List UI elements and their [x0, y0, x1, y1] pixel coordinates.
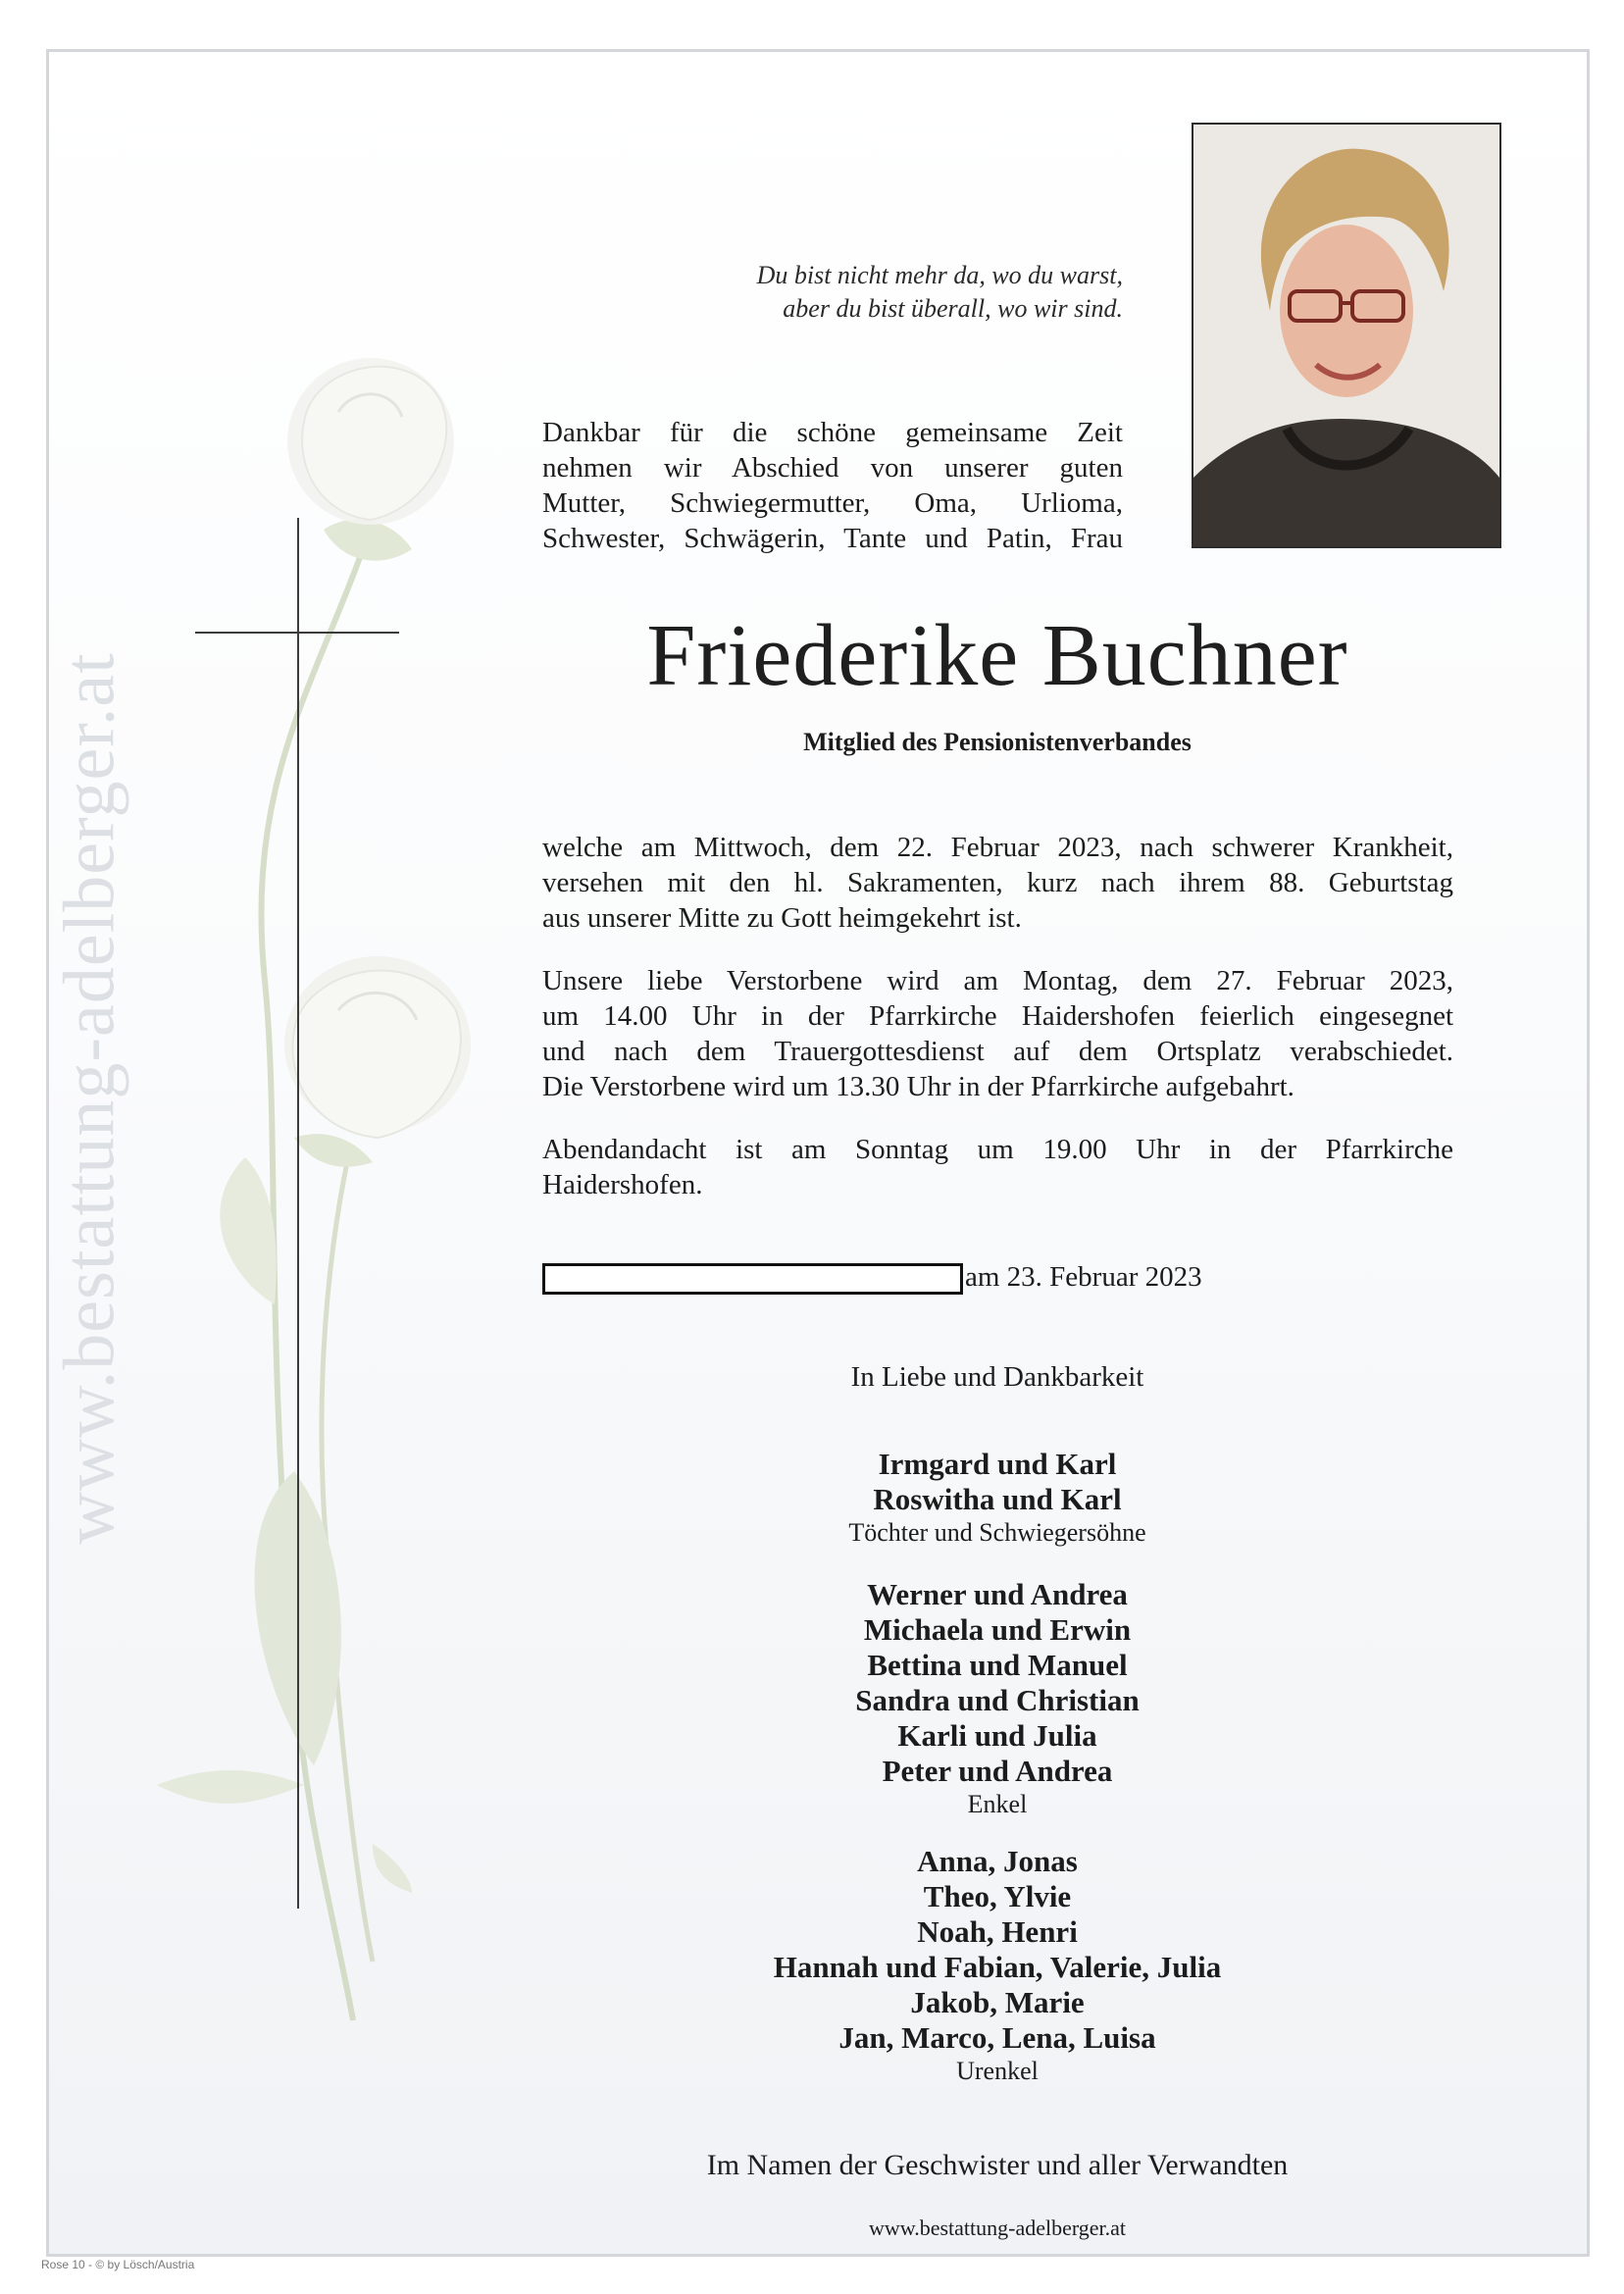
mourner-name: Roswitha und Karl	[873, 1482, 1122, 1516]
rose-bloom-middle	[284, 956, 471, 1138]
vigil-paragraph	[542, 1132, 1453, 1202]
mourner-name: Bettina und Manuel	[867, 1648, 1128, 1682]
mourner-name: Noah, Henri	[917, 1914, 1078, 1949]
paragraph-line: Abendandacht ist am Sonntag um 19.00 Uhr in der Pfarrkirche	[542, 1134, 1453, 1165]
paragraph-line: Die Verstorbene wird um 13.30 Uhr in der Pfarrkirche aufgebahrt.	[542, 1071, 1294, 1102]
relatives-line: Im Namen der Geschwister und aller Verwandten	[706, 2149, 1289, 2181]
death-paragraph	[542, 830, 1453, 936]
cross-horizontal	[195, 632, 399, 634]
motto	[647, 259, 1123, 326]
paragraph-line: Haidershofen.	[542, 1169, 703, 1200]
redacted-place	[542, 1263, 963, 1295]
mourner-name: Sandra und Christian	[855, 1683, 1140, 1717]
intro-text	[542, 415, 1123, 556]
mourner-name: Jakob, Marie	[910, 1985, 1085, 2019]
mourner-name: Irmgard und Karl	[878, 1447, 1117, 1481]
mourners-children	[542, 1447, 1452, 1549]
portrait-photo	[1192, 123, 1501, 548]
intro-line: Dankbar für die schöne gemeinsame Zeit	[542, 417, 1123, 448]
motto-line: Du bist nicht mehr da, wo du warst,	[756, 261, 1123, 289]
footer-credit: Rose 10 - © by Lösch/Austria	[41, 2258, 195, 2271]
watermark: www.bestattung-adelberger.at	[49, 652, 130, 1545]
motto-line: aber du bist überall, wo wir sind.	[783, 294, 1123, 323]
relation-label: Enkel	[967, 1790, 1028, 1818]
mourner-name: Karli und Julia	[897, 1718, 1097, 1753]
mourner-name: Theo, Ylvie	[923, 1879, 1072, 1913]
intro-line: Schwester, Schwägerin, Tante und Patin, Frau	[542, 523, 1123, 554]
relation-label: Töchter und Schwiegersöhne	[848, 1518, 1146, 1547]
mourner-name: Hannah und Fabian, Valerie, Julia	[773, 1950, 1222, 1984]
mourners-grandchildren	[542, 1577, 1452, 1820]
closing-phrase: In Liebe und Dankbarkeit	[850, 1361, 1144, 1393]
paragraph-line: welche am Mittwoch, dem 22. Februar 2023, nach schwerer Krankheit,	[542, 832, 1453, 863]
paragraph-line: aus unserer Mitte zu Gott heimgekehrt ist.	[542, 902, 1022, 934]
membership: Mitglied des Pensionistenverbandes	[803, 728, 1192, 756]
intro-line: nehmen wir Abschied von unserer guten	[542, 452, 1123, 484]
deceased-name: Friederike Buchner	[646, 607, 1348, 704]
paragraph-line: und nach dem Trauergottesdienst auf dem Ortsplatz verabschiedet.	[542, 1036, 1453, 1067]
intro-line: Mutter, Schwiegermutter, Oma, Urlioma,	[542, 487, 1123, 519]
mourner-name: Michaela und Erwin	[863, 1612, 1132, 1647]
paragraph-line: Unsere liebe Verstorbene wird am Montag, dem 27. Februar 2023,	[542, 965, 1453, 996]
mourner-name: Peter und Andrea	[882, 1754, 1113, 1788]
mourner-name: Jan, Marco, Lena, Luisa	[838, 2020, 1156, 2055]
paragraph-line: um 14.00 Uhr in der Pfarrkirche Haidershofen feierlich eingesegnet	[542, 1000, 1453, 1032]
mourner-name: Anna, Jonas	[917, 1844, 1078, 1878]
mourners-great-grandchildren	[542, 1844, 1452, 2087]
place-date: am 23. Februar 2023	[965, 1261, 1202, 1293]
funeral-paragraph	[542, 963, 1453, 1104]
rose-bloom-top	[287, 358, 454, 525]
website-link[interactable]: www.bestattung-adelberger.at	[868, 2216, 1127, 2240]
cross-vertical	[297, 518, 299, 1909]
relation-label: Urenkel	[956, 2057, 1039, 2085]
paragraph-line: versehen mit den hl. Sakramenten, kurz nach ihrem 88. Geburtstag	[542, 867, 1453, 898]
mourner-name: Werner und Andrea	[867, 1577, 1128, 1611]
